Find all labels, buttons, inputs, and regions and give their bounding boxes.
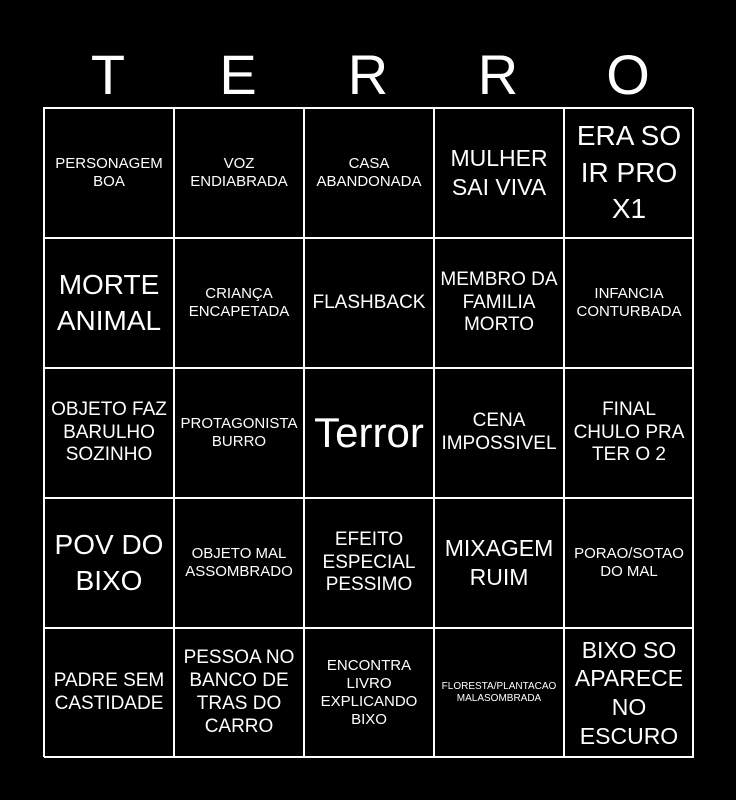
bingo-cell[interactable]: ERA SO IR PRO X1 xyxy=(564,108,694,238)
title-letter: R xyxy=(347,43,389,106)
bingo-cell[interactable]: ENCONTRA LIVRO EXPLICANDO BIXO xyxy=(304,628,434,758)
bingo-cell[interactable]: POV DO BIXO xyxy=(44,498,174,628)
bingo-title xyxy=(43,45,693,105)
title-letter: R xyxy=(477,43,519,106)
bingo-cell[interactable]: PORAO/SOTAO DO MAL xyxy=(564,498,694,628)
title-letter: T xyxy=(90,43,126,106)
bingo-cell[interactable]: PROTAGONISTA BURRO xyxy=(174,368,304,498)
bingo-cell[interactable]: OBJETO FAZ BARULHO SOZINHO xyxy=(44,368,174,498)
free-space-cell[interactable]: Terror xyxy=(304,368,434,498)
bingo-cell[interactable]: MIXAGEM RUIM xyxy=(434,498,564,628)
title-letter: E xyxy=(219,43,257,106)
bingo-cell[interactable]: FLORESTA/PLANTACAO MALASOMBRADA xyxy=(434,628,564,758)
bingo-cell[interactable]: MULHER SAI VIVA xyxy=(434,108,564,238)
bingo-cell[interactable]: PESSOA NO BANCO DE TRAS DO CARRO xyxy=(174,628,304,758)
bingo-grid xyxy=(43,107,693,757)
bingo-cell[interactable]: BIXO SO APARECE NO ESCURO xyxy=(564,628,694,758)
bingo-cell[interactable]: FLASHBACK xyxy=(304,238,434,368)
bingo-cell[interactable]: PERSONAGEM BOA xyxy=(44,108,174,238)
bingo-cell[interactable]: CRIANÇA ENCAPETADA xyxy=(174,238,304,368)
bingo-cell[interactable]: INFANCIA CONTURBADA xyxy=(564,238,694,368)
title-letter: O xyxy=(606,43,650,106)
bingo-cell[interactable]: MORTE ANIMAL xyxy=(44,238,174,368)
bingo-cell[interactable]: CASA ABANDONADA xyxy=(304,108,434,238)
bingo-cell[interactable]: MEMBRO DA FAMILIA MORTO xyxy=(434,238,564,368)
bingo-cell[interactable]: OBJETO MAL ASSOMBRADO xyxy=(174,498,304,628)
bingo-cell[interactable]: PADRE SEM CASTIDADE xyxy=(44,628,174,758)
bingo-cell[interactable]: FINAL CHULO PRA TER O 2 xyxy=(564,368,694,498)
bingo-cell[interactable]: VOZ ENDIABRADA xyxy=(174,108,304,238)
bingo-cell[interactable]: CENA IMPOSSIVEL xyxy=(434,368,564,498)
bingo-cell[interactable]: EFEITO ESPECIAL PESSIMO xyxy=(304,498,434,628)
